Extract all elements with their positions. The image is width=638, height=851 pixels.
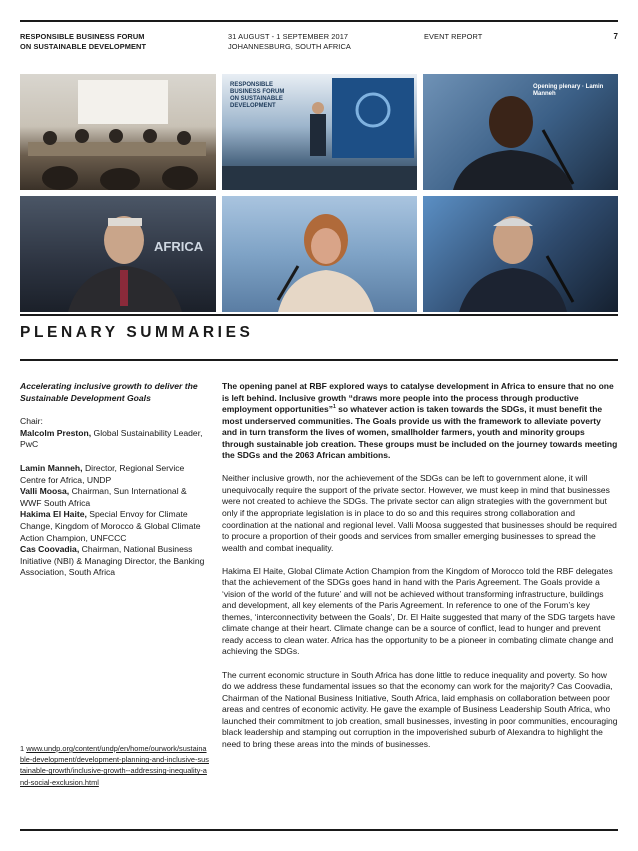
lead-text-b: so whatever action is taken towards the SDGs, it must benefit the most underserved communities. The Goals provide us with the framework to alleviate poverty and in turn transform the lives of women, smallholder farmers, youth and minority groups through sustainable job creation. These groups must be included on the journey towards meeting the SDGs and the 2063 African ambitions. xyxy=(222,404,618,461)
speaker-entry xyxy=(20,544,210,579)
chair-name: Malcolm Preston, xyxy=(20,427,92,438)
footnote-ref[interactable]: 1 xyxy=(332,404,336,411)
speaker-entry xyxy=(20,509,210,544)
footnote-number: 1 xyxy=(20,744,25,753)
speaker-name: Cas Coovadia, xyxy=(20,544,80,555)
speaker-entry xyxy=(20,463,210,486)
speaker-role: Special Envoy for Climate Change, Kingdom of Morocco & Global Climate Action Champion, UNFCCC xyxy=(20,509,201,543)
chair-block xyxy=(20,416,210,451)
chair-label: Chair: xyxy=(20,416,43,427)
event-date-location xyxy=(228,32,351,52)
speaker-name: Lamin Manneh, xyxy=(20,462,83,473)
speaker-with-microphone-photo xyxy=(423,74,618,190)
body-paragraph: The current economic structure in South Africa has done little to reduce inequality and poverty. So how do we address these fundamental issues so that the economy can work for the majority? Cas Coovadia, Chairman of the National Business Initiative, South Africa, laid emphasis on collaboration between poor areas and centres of economic activity. He gave the example of Business Leadership South Africa, who launched their commitment to job creation, small businesses, investing in poor communities, encouraging black leadership and stamping out corruption in the impoverished suburb of Alexandra to highlight the need to bring these areas into the minds of businesses. xyxy=(222,669,618,749)
chair-role: Global Sustainability Leader, PwC xyxy=(20,427,203,450)
section-title: PLENARY SUMMARIES xyxy=(20,324,254,341)
speaker-name: Hakima El Haite, xyxy=(20,509,87,520)
session-details xyxy=(20,381,210,579)
footer-rule xyxy=(20,829,618,831)
speaker-role: Chairman, National Business Initiative (NBI) & Managing Director, the Banking Association, South Africa xyxy=(20,544,205,578)
header-top-rule xyxy=(20,20,618,22)
page-number: 7 xyxy=(613,32,618,41)
footnote-link[interactable]: www.undp.org/content/undp/en/home/ourwork/sustainable-development/development-planning-and-inclusive-sustainable-growth/inclusive-growth--addressing-inequality-and-social-exclusion.html xyxy=(20,744,209,787)
banner-caption: RESPONSIBLE BUSINESS FORUM ON SUSTAINABLE DEVELOPMENT xyxy=(230,82,285,109)
speaker-name: Valli Moosa, xyxy=(20,486,70,497)
lead-paragraph xyxy=(222,381,618,462)
forum-name xyxy=(20,32,146,52)
speaker-role: Director, Regional Service Centre for Africa, UNDP xyxy=(20,462,185,485)
forum-name-line2: ON SUSTAINABLE DEVELOPMENT xyxy=(20,42,147,51)
speaker-entry xyxy=(20,486,210,509)
report-type: EVENT REPORT xyxy=(424,32,483,41)
title-bottom-rule xyxy=(20,359,618,361)
panelist-portrait-photo xyxy=(20,196,216,312)
screen-caption: Opening plenary · Lamin Manneh xyxy=(533,84,604,97)
title-top-rule xyxy=(20,314,618,316)
event-location: JOHANNESBURG, SOUTH AFRICA xyxy=(228,42,351,51)
body-paragraph: Hakima El Haite, Global Climate Action Champion from the Kingdom of Morocco told the RBF delegates that the achievement of the SDGs goes hand in hand with the Paris Agreement. The Goals provide a ‘vision of the world of the future’ and will not be achieved without transforming infrastructure, buildings and development, all key elements of the Paris Agreement. In reference to one of the Forum’s key themes, ‘interconnectivity between the Goals’, Dr. El Haite suggested that many of the SDG targets have climate change at their heart. Climate change can be a source of conflict, lead to hunger and prevent ready access to clean water. Africa has the opportunity to be a pioneer in combating climate change and achieving the SDGs. xyxy=(222,565,616,657)
africa-backdrop-text: AFRICA xyxy=(154,239,204,254)
footnote xyxy=(20,743,210,788)
lead-text-a: The opening panel at RBF explored ways to catalyse development in Africa to ensure that no one is left behind. Inclusive growth “draws more people into the process through productive employment opportunities” xyxy=(222,381,614,415)
speaker-list xyxy=(20,463,210,579)
woman-speaker-photo xyxy=(222,196,417,312)
summary-body xyxy=(222,381,618,762)
panelist-portrait-illustration xyxy=(20,196,216,312)
body-paragraph: Neither inclusive growth, nor the achievement of the SDGs can be left to government alone, it will unequivocally require the support of the private sector. However, we must keep in mind that businesses were not created to achieve the SDGs. The private sector can align strategies with the government but only if the appropriate legislation is in place to do so and this requires strong collaboration and coordination at the national and regional level. Valli Moosa suggested that businesses should be required to procure a proportion of their goods and services from smaller emerging businesses to spread the wealth and combat inequality. xyxy=(222,473,617,553)
session-subhead: Accelerating inclusive growth to deliver the Sustainable Development Goals xyxy=(20,381,198,403)
speaker-portrait-illustration xyxy=(423,196,618,312)
speaker-at-podium-photo xyxy=(222,74,417,190)
event-date: 31 AUGUST - 1 SEPTEMBER 2017 xyxy=(228,32,349,41)
panel-discussion-illustration xyxy=(20,74,216,190)
woman-speaker-illustration xyxy=(222,196,417,312)
panel-discussion-photo xyxy=(20,74,216,190)
forum-name-line1: RESPONSIBLE BUSINESS FORUM xyxy=(20,32,145,41)
speaker-portrait-photo xyxy=(423,196,618,312)
chair-entry xyxy=(20,428,210,451)
speaker-role: Chairman, Sun International & WWF South Africa xyxy=(20,486,187,508)
